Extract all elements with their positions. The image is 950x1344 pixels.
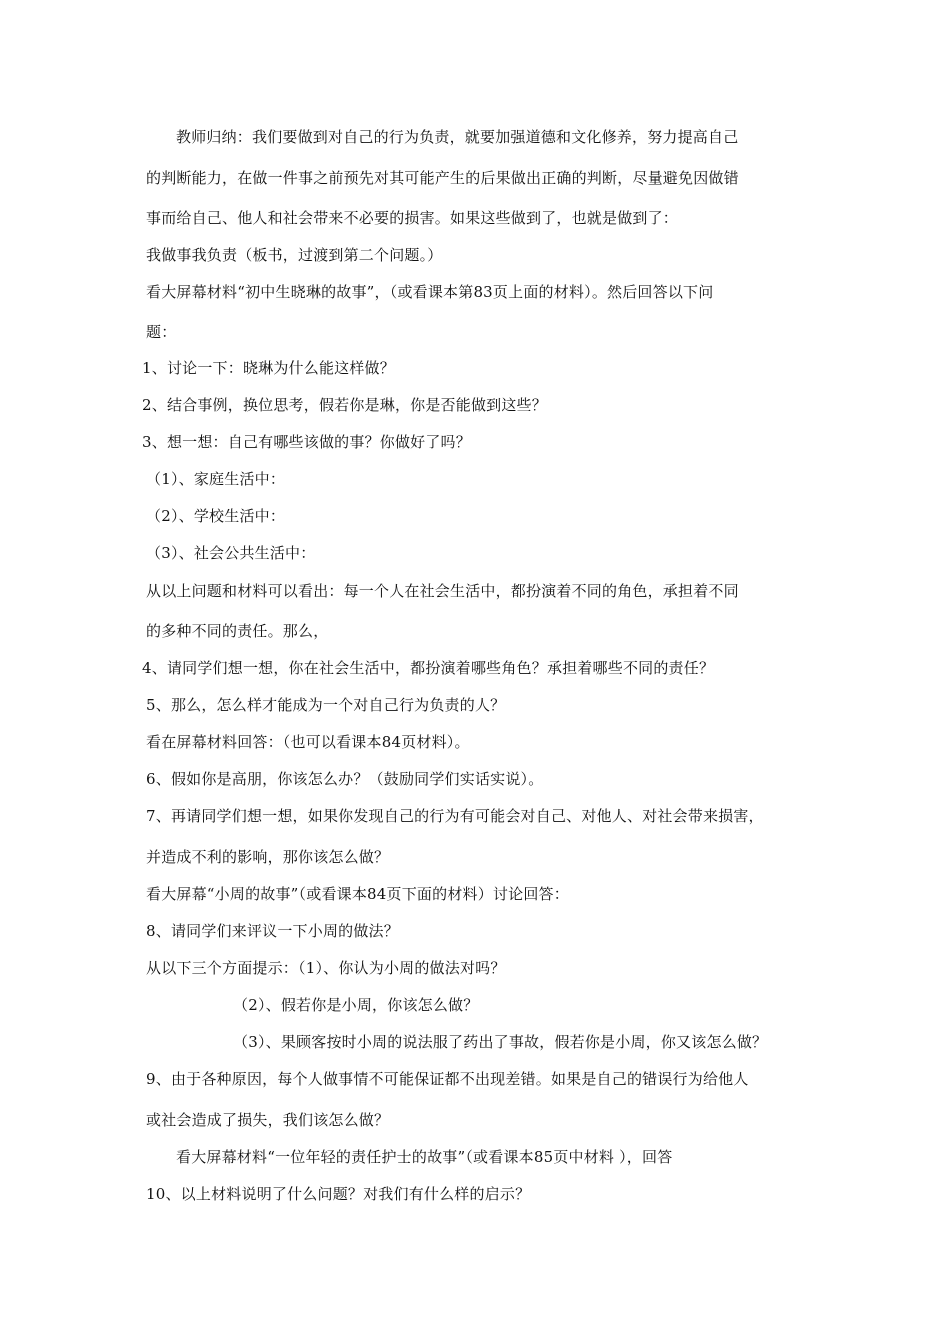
list-item: 7、再请同学们想一想，如果你发现自己的行为有可能会对自己、对他人、对社会带来损害，: [146, 807, 764, 825]
paragraph-line: 教师归纳：我们要做到对自己的行为负责，就要加强道德和文化修养，努力提高自己: [176, 128, 739, 146]
paragraph-line: 题：: [146, 323, 177, 341]
paragraph-line: 我做事我负责（板书，过渡到第二个问题。）: [146, 246, 443, 264]
paragraph-line: 并造成不利的影响，那你该怎么做？: [146, 848, 390, 866]
paragraph-line: 从以上问题和材料可以看出：每一个人在社会生活中，都扮演着不同的角色，承担着不同: [146, 582, 739, 600]
paragraph-line: 事而给自己、他人和社会带来不必要的损害。如果这些做到了，也就是做到了：: [146, 209, 679, 227]
sub-list-item: （2）、假若你是小周，你该怎么做？: [233, 996, 479, 1014]
list-item: 8、请同学们来评议一下小周的做法？: [146, 922, 399, 940]
sub-list-item: （3）、社会公共生活中：: [146, 544, 316, 562]
list-item: 3、想一想：自己有哪些该做的事？你做好了吗？: [142, 433, 471, 451]
paragraph-line: 看大屏幕材料“初中生晓琳的故事”，（或看课本第83页上面的材料）。然后回答以下问: [146, 283, 714, 301]
paragraph-line: 或社会造成了损失，我们该怎么做？: [146, 1111, 390, 1129]
paragraph-line: 从以下三个方面提示：（1）、你认为小周的做法对吗？: [146, 959, 506, 977]
list-item: 1、讨论一下：晓琳为什么能这样做？: [142, 359, 395, 377]
paragraph-line: 看大屏幕“小周的故事”（或看课本84页下面的材料）讨论回答：: [146, 885, 569, 903]
paragraph-line: 的判断能力，在做一件事之前预先对其可能产生的后果做出正确的判断，尽量避免因做错: [146, 169, 739, 187]
list-item: 4、请同学们想一想，你在社会生活中，都扮演着哪些角色？承担着哪些不同的责任？: [142, 659, 715, 677]
paragraph-line: 的多种不同的责任。那么，: [146, 622, 329, 640]
list-item: 9、由于各种原因，每个人做事情不可能保证都不出现差错。如果是自己的错误行为给他人: [146, 1070, 749, 1088]
list-item: 2、结合事例，换位思考，假若你是琳，你是否能做到这些？: [142, 396, 547, 414]
sub-list-item: （1）、家庭生活中：: [146, 470, 286, 488]
paragraph-line: 看大屏幕材料“一位年轻的责任护士的故事”（或看课本85页中材料 ），回答: [176, 1148, 673, 1166]
list-item: 6、假如你是高朋，你该怎么办？（鼓励同学们实话实说）。: [146, 770, 544, 788]
sub-list-item: （3）、果顾客按时小周的说法服了药出了事故，假若你是小周，你又该怎么做？: [233, 1033, 768, 1051]
paragraph-line: 看在屏幕材料回答：（也可以看课本84页材料）。: [146, 733, 470, 751]
list-item: 5、那么，怎么样才能成为一个对自己行为负责的人？: [146, 696, 506, 714]
sub-list-item: （2）、学校生活中：: [146, 507, 286, 525]
list-item: 10、以上材料说明了什么问题？对我们有什么样的启示？: [146, 1185, 531, 1203]
